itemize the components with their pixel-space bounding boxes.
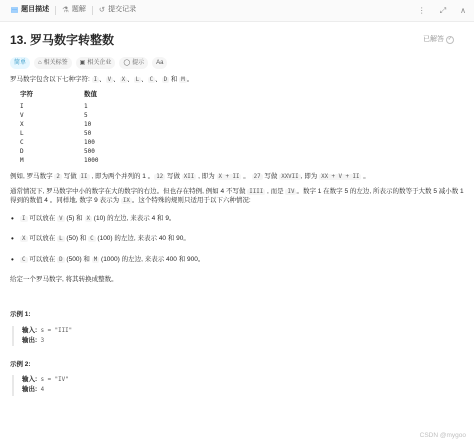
text: , 而是 [265,187,286,195]
text: (500) 和 [64,255,92,263]
inline-code: I [22,215,26,222]
watermark: CSDN @mygoo [419,431,466,439]
roman-char: V [107,77,112,83]
output-value: 4 [37,387,45,394]
roman-char: D [163,77,168,83]
symbol-cell: D [20,148,24,156]
solved-label: 已解答 [423,36,444,43]
inline-code: IX [122,198,130,205]
tag-row [10,57,464,69]
column-header-value: 数值 [84,91,97,99]
text: (100) 的左边, 来表示 40 和 90。 [95,235,190,243]
output-value: 3 [37,337,45,344]
inline-code: IIII [249,188,264,195]
intro-text: 罗马数字包含以下七种字符: [10,76,92,83]
inline-code: IV [287,188,295,195]
inline-code: D [59,256,63,263]
output-label: 输出: [22,386,38,394]
roman-char: I [93,77,98,83]
roman-char: C [149,77,154,83]
roman-char: X [121,77,126,83]
table-row [20,120,98,129]
title-row [10,30,464,50]
value-cell: 100 [84,139,95,147]
example-output-line [22,336,464,346]
output-label: 输出: [22,336,38,344]
text: 可以放在 [27,235,58,243]
symbol-cell: X [20,120,24,128]
related-tags-label: 相关标签 [43,59,68,66]
inline-code: 12 [156,173,164,180]
text: 写做 [61,172,79,180]
inline-code: M [93,256,98,263]
inline-code: XII [183,173,195,180]
symbol-cell: C [20,139,24,147]
inline-code: 2 [56,173,60,180]
intro-paragraph: 罗马数字包含以下七种字符: I 、 V 、 X 、 L 、 C 、 D 和 M 。 [10,76,194,83]
inline-code: C [90,236,94,243]
symbol-cell: I [20,102,24,110]
rule-paragraph [10,187,464,206]
value-cell: 10 [84,120,92,128]
input-label: 输入: [22,376,38,384]
table-row [20,138,98,147]
input-value: s = "IV" [37,377,69,384]
table-row [20,129,98,138]
difficulty-badge[interactable]: 简单 [10,57,30,69]
value-cell: 1 [84,102,88,110]
roman-value-table [20,90,98,165]
symbol-cell: L [20,129,24,137]
page-title: 13. 罗马数字转整数 [10,33,115,47]
check-circle-icon: ✓ [447,36,453,43]
text: (50) 和 [64,235,89,243]
tab-solutions-label: 题解 [71,6,86,14]
example-paragraph [10,172,464,181]
table-row [20,147,98,156]
tab-description[interactable] [5,0,55,22]
task-paragraph: 给定一个罗马数字, 将其转换成整数。 [10,276,118,284]
more-icon[interactable]: ⋮ [417,6,426,16]
inline-code: X + II [218,173,240,180]
column-header-symbol: 字符 [20,91,33,99]
inline-code: XX + V + II [321,173,360,180]
related-tags-button[interactable] [34,57,72,69]
example-title: 示例 2: [10,361,31,368]
inline-code: L [59,236,63,243]
tab-submissions[interactable] [93,0,142,22]
solved-status [423,35,454,45]
tag-icon: ⌂ [38,59,42,66]
intro-text: 。 [186,76,194,83]
input-value: s = "III" [37,327,73,334]
text: (10) 的左边, 来表示 4 和 9。 [92,214,176,222]
tab-submissions-label: 提交记录 [108,6,137,14]
value-cell: 500 [84,148,95,156]
list-item [20,255,464,264]
text: 。数字 1 在数字 5 的左边, 所表示的数等于大数 5 减小数 1 得到的数值 4 。同样地, 数字 9 表示为 [10,187,464,205]
font-size-button[interactable]: Aa [152,57,167,69]
flask-icon: ⚗ [62,5,69,15]
text: (5) 和 [64,214,85,222]
list-item [20,214,464,223]
example-title: 示例 1: [10,311,31,319]
text: 写做 [262,172,280,180]
text: , 即为两个并列的 1 。 [89,172,155,180]
inline-code: V [59,215,63,222]
tab-solutions[interactable] [56,0,92,22]
problem-description [10,30,464,444]
inline-code: C [22,256,26,263]
symbol-cell: M [20,157,24,165]
lightbulb-icon: ◯ [123,59,131,66]
table-row [20,156,98,165]
roman-char: L [135,77,140,83]
value-cell: 50 [84,129,92,137]
panel-controls [418,0,466,22]
symbol-cell: V [20,111,24,119]
text: 。这个特殊的规则只适用于以下六种情况: [131,197,251,205]
intro-text: 和 [169,76,180,83]
tab-description-label: 题目描述 [21,6,50,14]
table-row [20,102,98,111]
inline-code: 27 [253,173,261,180]
example-output-line [22,385,464,395]
table-row [20,111,98,120]
example-input-line [22,326,464,336]
example-box [12,375,464,395]
text: 。 [361,172,370,180]
inline-code: X [86,215,90,222]
text: 例如, 罗马数字 [10,172,55,180]
inline-code: XXVII [281,173,299,180]
text: , 即为 [196,172,217,180]
lock-icon: ▣ [79,59,86,66]
related-companies-label: 相关企业 [87,59,112,66]
text: (1000) 的左边, 来表示 400 和 900。 [99,255,205,263]
list-item [20,234,464,243]
text: 可以放在 [27,214,58,222]
rule-list [10,214,464,264]
table-header-row [20,90,98,101]
history-icon: ↺ [98,5,106,15]
related-companies-button[interactable] [76,57,116,69]
example-box [12,326,464,346]
text: 。 [241,172,252,180]
text: 可以放在 [27,255,58,263]
example-input-line [22,375,464,385]
tab-bar [0,0,474,22]
text: , 即为 [300,172,320,180]
collapse-icon[interactable]: ∧ [460,6,466,16]
roman-char: M [181,77,185,83]
inline-code: II [80,173,88,180]
hint-button[interactable] [119,57,148,69]
value-cell: 5 [84,111,88,119]
value-cell: 1000 [84,157,99,165]
text: 写做 [165,172,182,180]
inline-code: X [22,236,26,243]
input-label: 输入: [22,326,38,334]
document-icon: ▤ [11,5,19,15]
text: 通常情况下, 罗马数字中小的数字在大的数字的右边。但也存在特例, 例如 4 不写做 [10,187,248,195]
hint-label: 提示 [132,59,145,66]
expand-icon[interactable]: ⤢ [439,6,447,16]
